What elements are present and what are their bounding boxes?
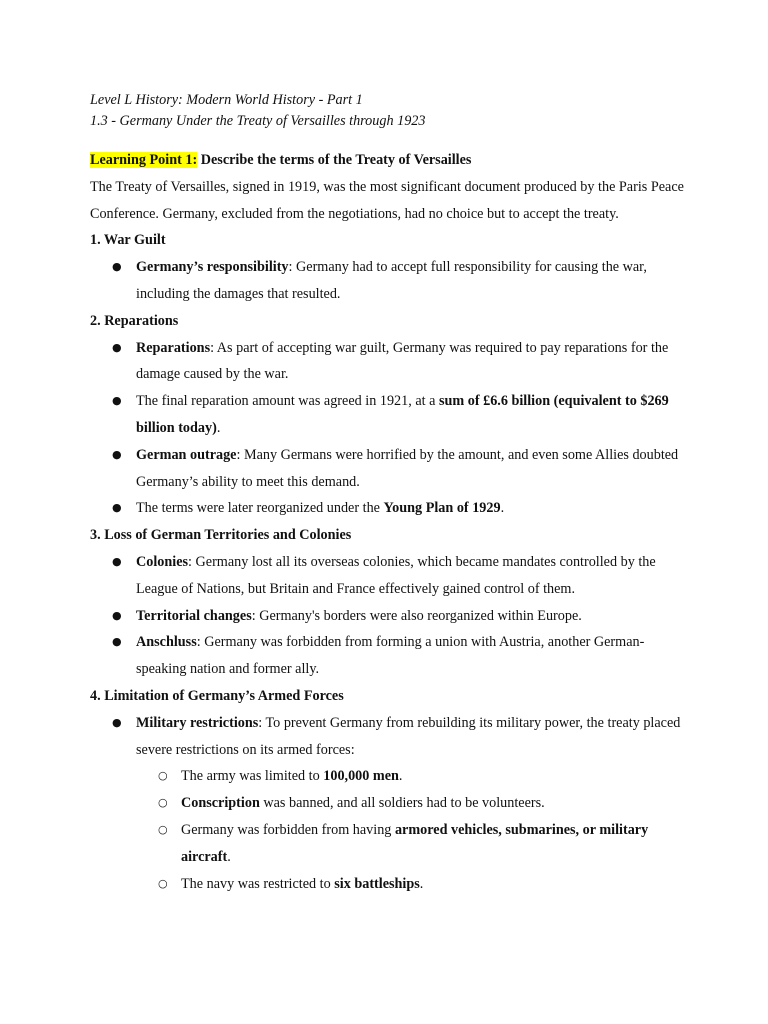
bullet-list [90,335,690,523]
section-heading-armed-forces: 4. Limitation of Germany’s Armed Forces [90,687,344,704]
list-item: ● Anschluss: Germany was forbidden from forming a union with Austria, another German-speaking nation and former ally. [90,629,690,683]
intro-paragraph: The Treaty of Versailles, signed in 1919, was the most significant document produced by the Paris Peace Conference. Germany, excluded from the negotiations, had no choice but to accept the treaty. [90,178,684,222]
sub-list-item: ○ The army was limited to 100,000 men. [136,763,690,790]
list-item: ● The final reparation amount was agreed in 1921, at a sum of £6.6 billion (equivalent to $269 billion today). [90,388,690,442]
section-heading-territories: 3. Loss of German Territories and Colonies [90,527,352,544]
list-item: ● Reparations: As part of accepting war guilt, Germany was required to pay reparations for the damage caused by the war. [90,335,690,389]
section-heading-reparations: 2. Reparations [90,312,179,329]
learning-point-heading [90,147,690,174]
list-item: ● The terms were later reorganized under the Young Plan of 1929. [90,495,690,522]
section-heading-war-guilt: 1. War Guilt [90,232,166,249]
bullet-list [90,710,690,898]
bullet-list [90,549,690,683]
document-page [90,90,690,897]
list-item: ● Territorial changes: Germany's borders were also reorganized within Europe. [90,603,690,630]
list-item: ● German outrage: Many Germans were horrified by the amount, and even some Allies doubted Germany’s ability to meet this demand. [90,442,690,496]
list-item: ● Military restrictions: To prevent Germany from rebuilding its military power, the treaty placed severe restrictions on its armed forces: ○ The army was limited to 100,000 men. ○ Conscription was banned, and all soldiers had to be volunteers. ○ Germany was forbidden from having armored vehicles, submarines, or military aircraft. ○ The navy was restricted to six battleships. [90,710,690,898]
list-item: ● Germany’s responsibility: Germany had to accept full responsibility for causing the war, including the damages that resulted. [90,254,690,308]
sub-bullet-list [136,763,690,897]
document-header [90,90,690,131]
sub-list-item: ○ Conscription was banned, and all soldiers had to be volunteers. [136,790,690,817]
course-title: Level L History: Modern World History - Part 1 [90,92,363,108]
learning-point-title: Describe the terms of the Treaty of Versailles [197,152,472,168]
list-item: ● Colonies: Germany lost all its overseas colonies, which became mandates controlled by the League of Nations, but Britain and France effectively gained control of them. [90,549,690,603]
sub-list-item: ○ Germany was forbidden from having armored vehicles, submarines, or military aircraft. [136,817,690,871]
bullet-list [90,254,690,308]
sub-list-item: ○ The navy was restricted to six battleships. [136,871,690,898]
learning-point-tag: Learning Point 1: [90,152,198,168]
lesson-title: 1.3 - Germany Under the Treaty of Versailles through 1923 [90,112,426,129]
